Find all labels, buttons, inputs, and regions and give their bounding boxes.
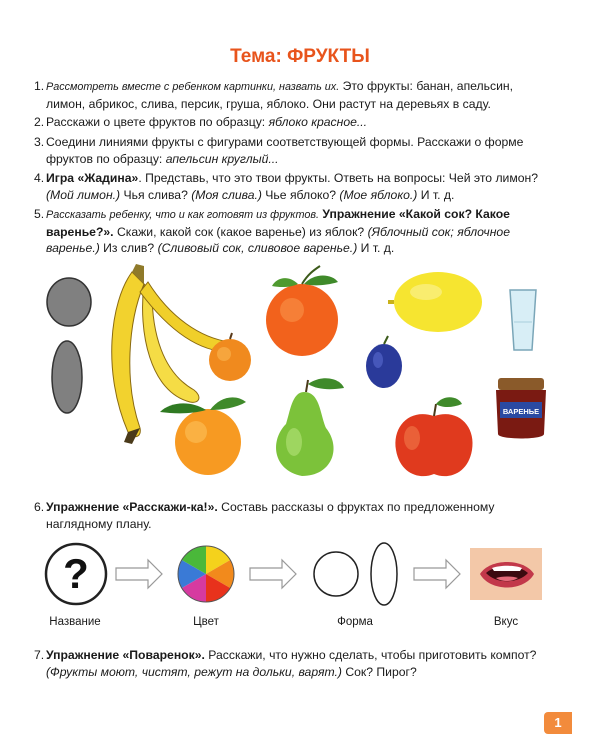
task-answer: (Мое яблоко.)	[339, 187, 418, 202]
plan-label-shape: Форма	[337, 616, 373, 628]
page-title: Тема: ФРУКТЫ	[230, 46, 370, 67]
task-number: 5.	[34, 207, 45, 221]
task-7	[34, 647, 554, 680]
gray-oval-shape	[52, 341, 82, 413]
task-text: . Представь, что это твои фрукты. Ответь на вопросы: Чей это лимон?	[138, 171, 539, 185]
task-text: Чья слива?	[120, 187, 192, 202]
page-number: 1	[544, 712, 572, 734]
task-name: Упражнение «Какой сок? Какое варенье?».	[46, 207, 510, 239]
apple-icon	[395, 397, 472, 476]
task-text: Сок? Пирог?	[341, 664, 417, 679]
task-answer: (Моя слива.)	[191, 187, 262, 202]
glass-icon	[510, 290, 536, 350]
task-1	[34, 78, 554, 112]
task-2	[34, 114, 554, 131]
arrow-icon	[250, 560, 296, 588]
color-wheel-icon	[178, 546, 234, 602]
task-text: Расскажи, что нужно сделать, чтобы приготовить компот?	[204, 648, 537, 662]
task-number: 7.	[34, 648, 45, 662]
pear-icon	[276, 378, 344, 476]
task-number: 3.	[34, 135, 45, 149]
task-name: Упражнение «Поваренок».	[46, 648, 205, 662]
mouth-icon	[470, 548, 542, 600]
lemon-icon	[388, 272, 482, 332]
question-mark-icon	[46, 544, 106, 604]
task-5	[34, 206, 554, 257]
plum-icon	[366, 336, 402, 388]
task-example: яблоко красное...	[268, 115, 368, 129]
task-answer: (Яблочный сок; яблочное варенье.)	[46, 224, 510, 255]
peach-icon	[160, 397, 246, 475]
orange-icon	[266, 266, 338, 356]
task-answer: (Мой лимон.)	[46, 187, 121, 202]
task-3	[34, 134, 554, 167]
task-intro: Рассказать ребенку, что и как готовят из фруктов.	[46, 209, 319, 221]
plan-label-taste: Вкус	[493, 616, 519, 628]
task-number: 2.	[34, 115, 45, 129]
circle-shape-icon	[314, 552, 358, 596]
task-intro: Рассмотреть вместе с ребенком картинки, назвать их.	[46, 81, 340, 93]
arrow-icon	[414, 560, 460, 588]
gray-circle-shape	[47, 278, 91, 326]
fruits-illustration	[40, 262, 560, 482]
task-text: Скажи, какой сок (какое варенье) из яблок?	[113, 224, 368, 239]
oval-shape-icon	[371, 543, 397, 605]
task-text: Чье яблоко?	[261, 187, 340, 202]
task-answer: (Сливовый сок, сливовое варенье.)	[157, 241, 358, 255]
task-text: Это фрукты: банан, апельсин, лимон, абрикос, слива, персик, груша, яблоко. Они растут на деревьях в саду.	[46, 79, 514, 111]
task-answer: (Фрукты моют, чистят, режут на дольки, варят.)	[46, 664, 342, 679]
visual-plan	[40, 540, 560, 610]
task-text: И т. д.	[357, 241, 395, 255]
jam-jar-label: ВАРЕНЬЕ	[502, 407, 540, 416]
task-example: апельсин круглый...	[165, 151, 279, 166]
task-text: Из слив?	[99, 241, 158, 255]
task-text: И т. д.	[417, 187, 455, 202]
task-4	[34, 170, 554, 203]
plan-label-name: Название	[49, 616, 101, 628]
arrow-icon	[116, 560, 162, 588]
task-number: 6.	[34, 500, 45, 514]
plan-label-color: Цвет	[193, 616, 219, 628]
task-text: Соедини линиями фрукты с фигурами соответствующей формы. Расскажи о форме фруктов по образцу:	[46, 135, 524, 166]
jam-jar-icon	[496, 378, 546, 439]
task-name: Игра «Жадина»	[46, 171, 139, 185]
task-6	[34, 499, 554, 532]
task-text: Составь рассказы о фруктах по предложенному наглядному плану.	[46, 500, 495, 531]
task-number: 4.	[34, 171, 45, 185]
task-name: Упражнение «Расскажи-ка!».	[46, 500, 218, 514]
question-mark-text: ?	[63, 550, 89, 597]
task-text: Расскажи о цвете фруктов по образцу:	[46, 115, 269, 129]
task-number: 1.	[34, 79, 45, 93]
